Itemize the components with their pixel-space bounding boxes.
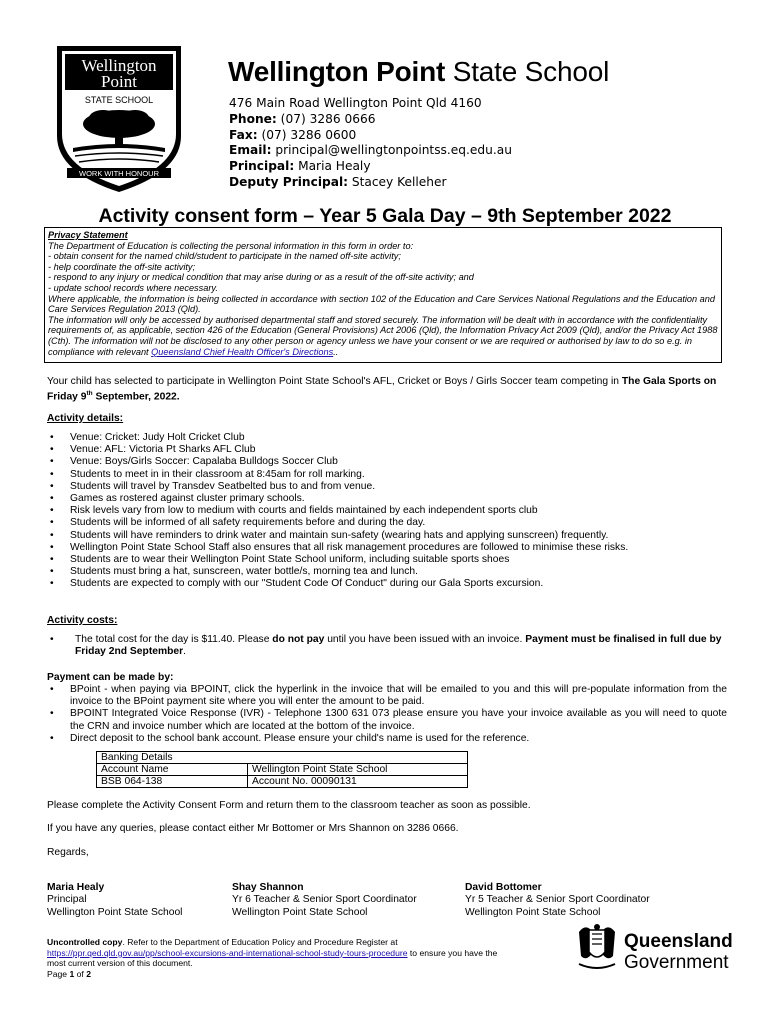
intro-paragraph: [47, 376, 727, 404]
signatory-name: David Bottomer: [465, 882, 542, 893]
privacy-para3-end: ..: [333, 346, 339, 357]
signature-principal: [47, 882, 182, 919]
school-address: 476 Main Road Wellington Point Qld 4160: [229, 96, 482, 110]
principal-label: Principal:: [229, 159, 295, 174]
uncontrolled-copy-note: [47, 937, 517, 979]
list-item: • Students will have reminders to drink water and maintain sun-safety (wearing hats and applying sunscreen) frequently.: [47, 530, 737, 542]
table-row: [97, 752, 468, 764]
closing-regards: Regards,: [47, 847, 89, 858]
intro-text: Your child has selected to participate in Wellington Point State School's AFL, Cricket or Boys / Girls Soccer team competing in: [47, 376, 622, 387]
list-item: • Students will be informed of all safety requirements before and during the day.: [47, 517, 737, 529]
list-item: • Students to meet in in their classroom at 8:45am for roll marking.: [47, 469, 737, 481]
privacy-heading: Privacy Statement: [48, 230, 128, 240]
activity-details-heading: Activity details:: [47, 413, 124, 424]
list-item: • Students are expected to comply with our "Student Code Of Conduct" during our Gala Sports excursion.: [47, 578, 737, 590]
page-title: Activity consent form – Year 5 Gala Day – 9th September 2022: [98, 205, 672, 227]
phone-label: Phone:: [229, 111, 277, 126]
page-label: Page: [47, 968, 70, 979]
payment-methods-list: [47, 684, 727, 745]
qld-coat-of-arms-icon: [579, 924, 615, 968]
school-name: [228, 56, 609, 88]
activity-details-list: [47, 432, 737, 591]
signatory-role: Yr 5 Teacher & Senior Sport Coordinator: [465, 894, 650, 906]
signatory-org: Wellington Point State School: [465, 906, 601, 918]
queensland-government-logo: [575, 922, 750, 974]
crest-line3: STATE SCHOOL: [84, 95, 154, 105]
qld-logo-line1: Queensland: [624, 931, 733, 952]
principal-line: [229, 159, 512, 175]
fax-label: Fax:: [229, 127, 258, 142]
footer-text-1: . Refer to the Department of Education Policy and Procedure Register at: [122, 937, 398, 947]
phone-value: (07) 3286 0666: [276, 111, 376, 126]
account-name-label: Account Name: [97, 764, 248, 776]
list-item: • Students are to wear their Wellington Point State School uniform, including suitable sports shoes: [47, 554, 737, 566]
school-name-rest: State School: [445, 56, 610, 87]
banking-header: Banking Details: [97, 752, 468, 764]
page-total: 2: [86, 968, 91, 979]
closing-instruction: Please complete the Activity Consent Form and return them to the classroom teacher as soon as possible.: [47, 800, 531, 811]
ppr-procedure-link[interactable]: https://ppr.qed.qld.gov.au/pp/school-excursions-and-international-school-study-tours-procedure: [47, 947, 408, 958]
email-line: [229, 143, 512, 159]
cost-text-3: .: [183, 646, 187, 658]
signatory-name: Shay Shannon: [232, 882, 304, 893]
privacy-item: - update school records where necessary.: [48, 282, 218, 293]
privacy-para3: [48, 315, 718, 357]
page-of: of: [74, 968, 87, 979]
table-row: [97, 776, 468, 788]
deputy-line: [229, 175, 512, 191]
activity-costs-list: [47, 634, 727, 658]
crest-line2: Point: [101, 72, 137, 91]
account-number-cell: Account No. 00090131: [248, 776, 468, 788]
list-item: • Risk levels vary from low to medium with courts and fields maintained by each independent sports club: [47, 505, 737, 517]
page-number: 1: [69, 968, 75, 979]
list-item: • Venue: Boys/Girls Soccer: Capalaba Bulldogs Soccer Club: [47, 456, 737, 468]
list-item: • Venue: Cricket: Judy Holt Cricket Club: [47, 432, 737, 444]
email-label: Email:: [229, 143, 272, 158]
privacy-item: - help coordinate the off-site activity;: [48, 261, 196, 272]
intro-bold-2: September, 2022.: [92, 391, 180, 403]
deputy-value: Stacey Kelleher: [348, 174, 447, 189]
table-row: [97, 764, 468, 776]
school-contact-block: [229, 96, 512, 191]
activity-costs-heading: Activity costs:: [47, 615, 118, 626]
footer-text-2: to ensure you have the most current version of this document.: [47, 947, 498, 969]
chief-health-officer-link[interactable]: Queensland Chief Health Officer's Directions: [151, 346, 334, 357]
closing-queries: If you have any queries, please contact either Mr Bottomer or Mrs Shannon on 3286 0666.: [47, 823, 459, 834]
bsb-cell: BSB 064-138: [97, 776, 248, 788]
signature-shannon: [232, 882, 417, 919]
privacy-para2: Where applicable, the information is being collected in accordance with section 102 of the Education and Care Services National Regulations and the Education and Care Services Regulation 2013 (Qld).: [48, 293, 716, 315]
list-item: • Games as rostered against cluster primary schools.: [47, 493, 737, 505]
signatory-role: Yr 6 Teacher & Senior Sport Coordinator: [232, 894, 417, 906]
cost-bold-1: do not pay: [272, 634, 325, 645]
intro-sup: th: [86, 390, 93, 398]
signatory-org: Wellington Point State School: [47, 906, 183, 918]
list-item: • Students will travel by Transdev Seatbelted bus to and from venue.: [47, 481, 737, 493]
list-item: • Wellington Point State School Staff also ensures that all risk management procedures are followed to minimise these risks.: [47, 542, 737, 554]
account-name-value: Wellington Point State School: [248, 764, 468, 776]
fax-value: (07) 3286 0600: [257, 127, 357, 142]
list-item: • Venue: AFL: Victoria Pt Sharks AFL Club: [47, 444, 737, 456]
intro-bold-1: The Gala Sports on Friday 9: [47, 376, 717, 403]
cost-text-1: The total cost for the day is $11.40. Please: [75, 634, 273, 645]
qld-logo-line2: Government: [624, 952, 729, 973]
payment-heading: Payment can be made by:: [47, 672, 174, 683]
signature-bottomer: [465, 882, 650, 919]
crest-line1: Wellington: [81, 56, 157, 75]
crest-motto: WORK WITH HONOUR: [79, 169, 159, 178]
privacy-statement-box: [44, 227, 722, 363]
list-item: • BPOINT Integrated Voice Response (IVR) - Telephone 1300 631 073 please ensure you have your invoice available as you will need to quote the CRN and invoice number which are located at the bottom of the invoice.: [47, 708, 727, 732]
privacy-para3-text: The information will only be accessed by authorised departmental staff and stored securely. The information will be dealt with in accordance with the confidentiality requirements of, as applicable, section 426 of the Education (General Provisions) Act 2006 (Qld), the Information Privacy Act 2009 (Qld), and/or the Privacy Act 1988 (Cth). The information will not be disclosed to any other person or agency unless we have your consent or we are required or authorised by law to do so e.g. in compliance with relevant: [48, 314, 718, 357]
signatory-org: Wellington Point State School: [232, 906, 368, 918]
principal-value: Maria Healy: [294, 159, 371, 174]
fax-line: [229, 128, 512, 144]
banking-details-table: [96, 751, 468, 788]
privacy-intro: The Department of Education is collecting the personal information in this form in order to:: [48, 240, 414, 251]
email-value: principal@wellingtonpointss.eq.edu.au: [271, 143, 512, 158]
list-item: • Students must bring a hat, sunscreen, water bottle/s, morning tea and lunch.: [47, 566, 737, 578]
list-item: [47, 634, 727, 658]
phone-line: [229, 112, 512, 128]
list-item: • BPoint - when paying via BPOINT, click the hyperlink in the invoice that will be emailed to you and this will pre-populate information from the invoice to the BPoint payment site where you will enter the amount to be paid.: [47, 684, 727, 708]
privacy-item: - obtain consent for the named child/student to participate in the named off-site activity;: [48, 251, 401, 262]
school-name-bold: Wellington Point: [228, 56, 446, 87]
list-item: • Direct deposit to the school bank account. Please ensure your child's name is used for the reference.: [47, 733, 727, 745]
school-crest-logo: [53, 44, 185, 194]
uncontrolled-copy-label: Uncontrolled copy: [47, 937, 123, 947]
signatory-name: Maria Healy: [47, 882, 105, 893]
deputy-label: Deputy Principal:: [229, 174, 348, 189]
cost-text-2: until you have been issued with an invoice.: [324, 634, 526, 645]
cost-bold-2: Payment must be finalised in full due by Friday 2nd September: [75, 634, 722, 658]
signatory-role: Principal: [47, 894, 87, 906]
privacy-item: - respond to any injury or medical condition that may arise during or as a result of the off-site activity; and: [48, 272, 474, 283]
